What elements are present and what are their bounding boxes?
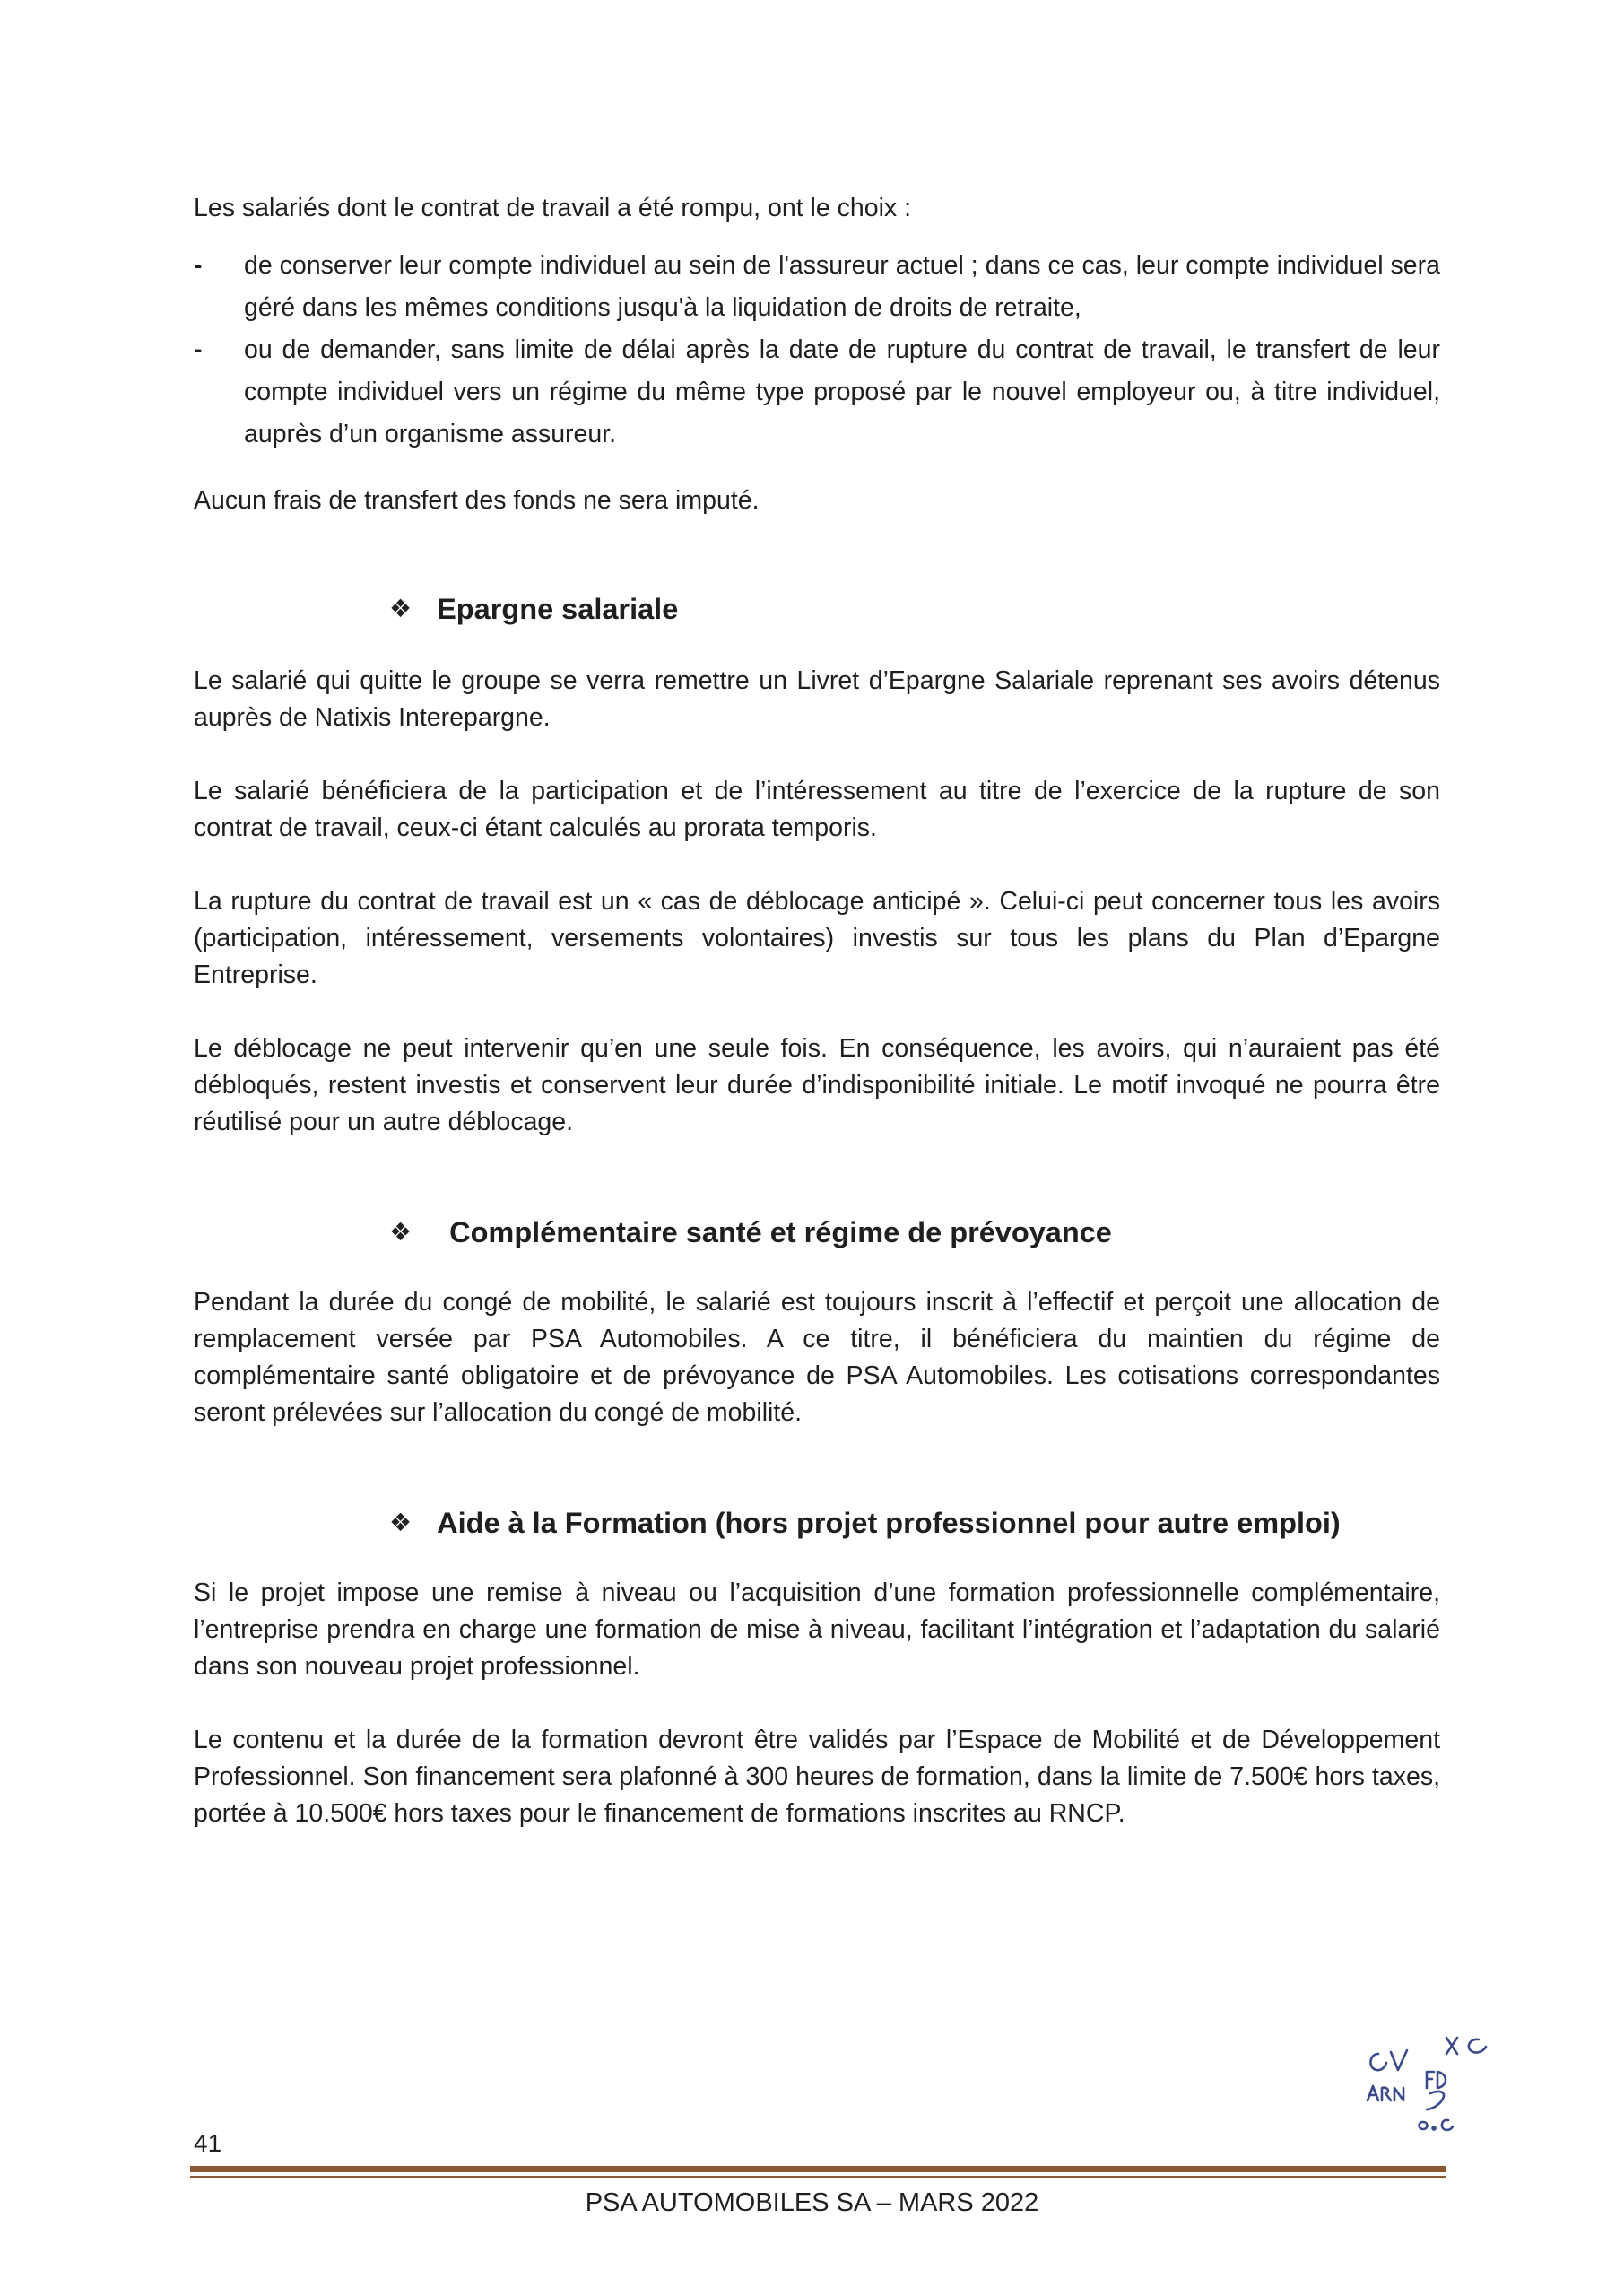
list-item-text: ou de demander, sans limite de délai après la date de rupture du contrat de travail, le transfert de leur compte individuel vers un régime du même type proposé par le nouvel employeur ou, à titre individuel, auprès d’un organisme assureur. — [244, 335, 1440, 448]
bullet-marker: - — [194, 251, 203, 280]
list-item — [194, 329, 1440, 456]
section-title: Epargne salariale — [437, 593, 679, 625]
intro-paragraph: Les salariés dont le contrat de travail a été rompu, ont le choix : — [194, 194, 912, 222]
diamond-ornament-icon: ❖ — [389, 595, 413, 622]
section-heading-complementaire-sante — [389, 1213, 1440, 1252]
section-heading-epargne — [389, 589, 1440, 629]
paragraph: Pendant la durée du congé de mobilité, le salarié est toujours inscrit à l’effectif et perçoit une allocation de remplacement versée par PSA Automobiles. A ce titre, il bénéficiera du maintien du régime de complémentaire santé obligatoire et de prévoyance de PSA Automobiles. Les cotisations correspondantes seront prélevées sur l’allocation du congé de mobilité. — [194, 1288, 1440, 1427]
paragraph: La rupture du contrat de travail est un « cas de déblocage anticipé ». Celui-ci peut concerner tous les avoirs (participation, intéressement, versements volontaires) investis sur tous les plans du Plan d’Epargne Entreprise. — [194, 887, 1440, 989]
bullet-marker: - — [194, 335, 203, 364]
diamond-ornament-icon: ❖ — [389, 1509, 413, 1536]
paragraph: Le contenu et la durée de la formation devront être validés par l’Espace de Mobilité et de Développement Professionnel. Son financement sera plafonné à 300 heures de formation, dans la limite de 7.500€ hors taxes, portée à 10.500€ hors taxes pour le financement de formations inscrites au RNCP. — [194, 1726, 1440, 1828]
paragraph: Le salarié qui quitte le groupe se verra remettre un Livret d’Epargne Salariale reprenant ses avoirs détenus auprès de Natixis Interepargne. — [194, 666, 1440, 732]
footer-rule — [190, 2166, 1446, 2172]
options-list — [194, 245, 1440, 456]
footer-text: PSA AUTOMOBILES SA – MARS 2022 — [585, 2188, 1039, 2217]
paragraph: Le déblocage ne peut intervenir qu’en une seule fois. En conséquence, les avoirs, qui n’auraient pas été débloqués, restent investis et conservent leur durée d’indisponibilité initiale. Le motif invoqué ne pourra être réutilisé pour un autre déblocage. — [194, 1034, 1440, 1136]
page-number: 41 — [194, 2129, 222, 2157]
section-title: Complémentaire santé et régime de prévoyance — [449, 1216, 1112, 1248]
handwritten-initials — [1359, 2027, 1515, 2135]
list-item — [194, 245, 1440, 329]
section-title: Aide à la Formation (hors projet professionnel pour autre emploi) — [437, 1507, 1341, 1539]
transfer-note: Aucun frais de transfert des fonds ne sera imputé. — [194, 486, 760, 515]
list-item-text: de conserver leur compte individuel au sein de l'assureur actuel ; dans ce cas, leur compte individuel sera géré dans les mêmes conditions jusqu'à la liquidation de droits de retraite, — [244, 251, 1440, 322]
paragraph: Le salarié bénéficiera de la participation et de l’intéressement au titre de l’exercice de la rupture de son contrat de travail, ceux-ci étant calculés au prorata temporis. — [194, 777, 1440, 842]
paragraph: Si le projet impose une remise à niveau ou l’acquisition d’une formation professionnelle complémentaire, l’entreprise prendra en charge une formation de mise à niveau, facilitant l’intégration et l’adaptation du salarié dans son nouveau projet professionnel. — [194, 1578, 1440, 1681]
section-heading-aide-formation — [389, 1503, 1440, 1543]
page-content — [194, 190, 1440, 1832]
diamond-ornament-icon: ❖ — [389, 1218, 413, 1246]
footer-rule-thin — [190, 2176, 1446, 2178]
